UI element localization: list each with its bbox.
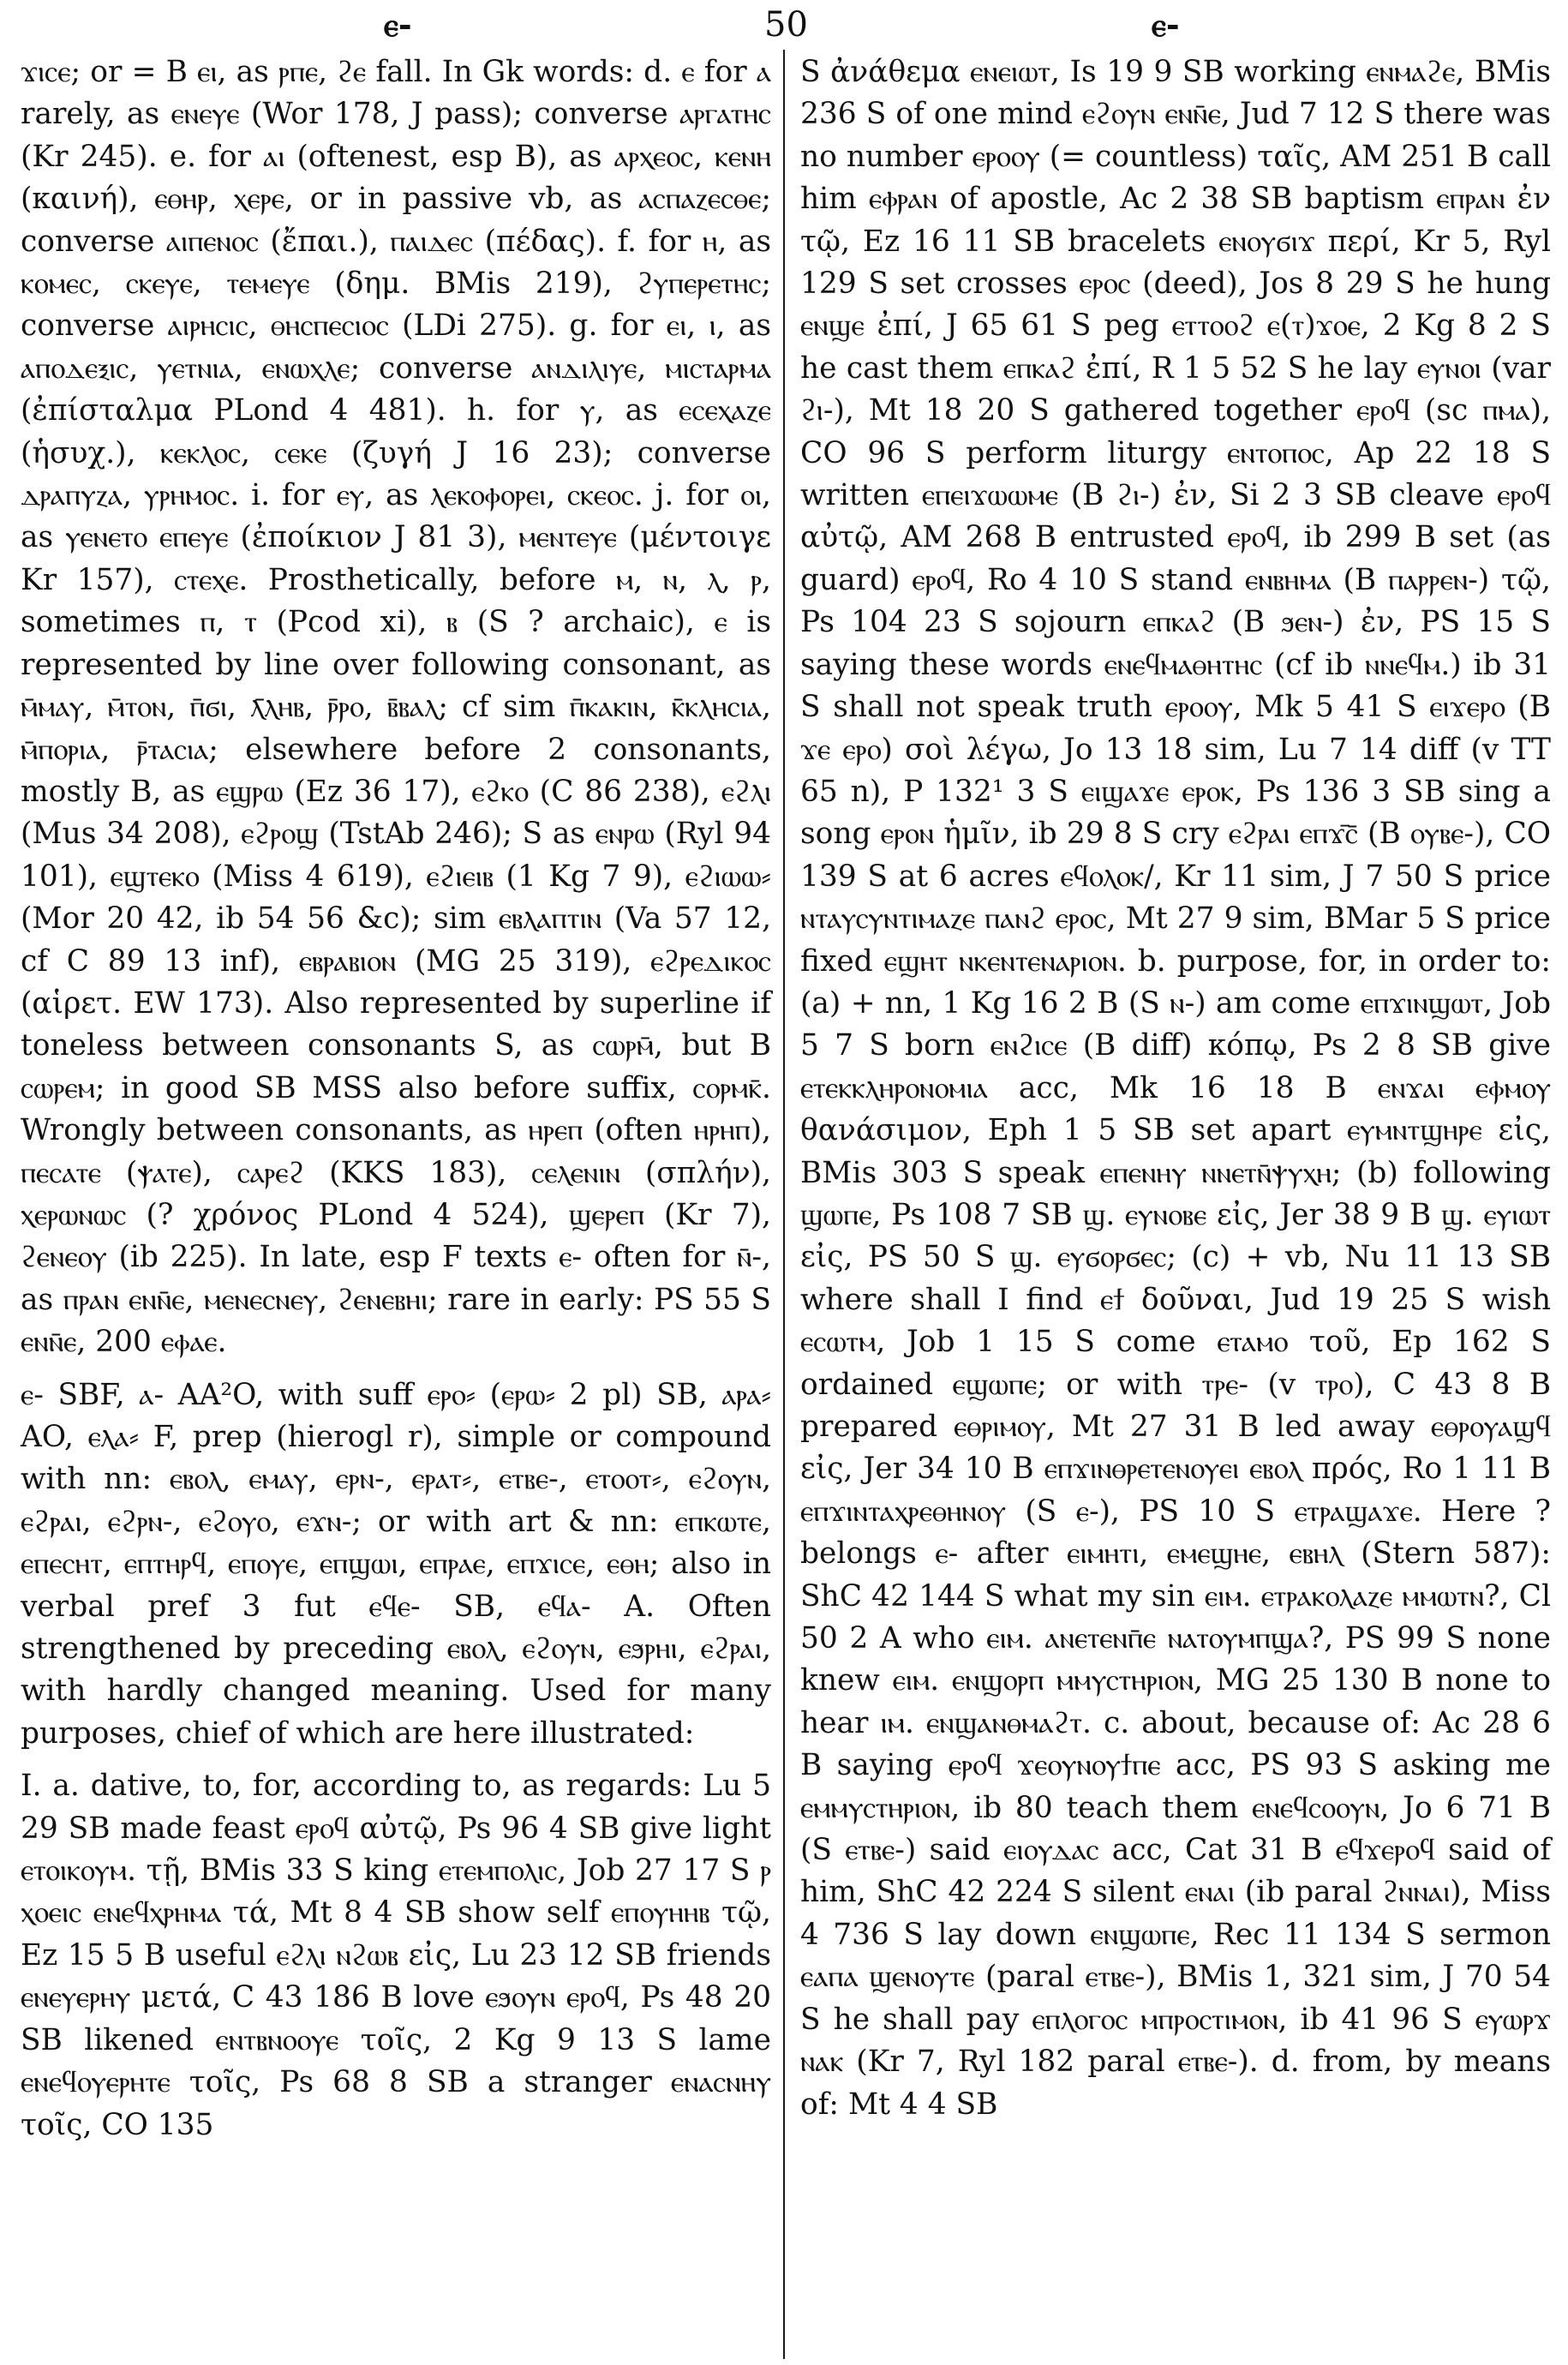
left-column: [21, 51, 771, 2146]
entry-continuation-paragraph: ϫⲓⲥⲉ; or = B ⲉⲓ, as ⲣⲡⲉ, ϩⲉ fall. In Gk words: d. ⲉ for ⲁ rarely, as ⲉⲛⲉⲩⲉ (Wor 178, J pass); converse ⲁⲣⲅⲁⲧⲏⲥ (Kr 245). e. for ⲁⲓ (oftenest, esp B), as ⲁⲣⲭⲉⲟⲥ, ⲕⲉⲛⲏ (καινή), ⲉⲑⲏⲣ, ⲭⲉⲣⲉ, or in passive vb, as ⲁⲥⲡⲁⲍⲉⲥⲑⲉ; converse ⲁⲓⲡⲉⲛⲟⲥ (ἔπαι.), ⲡⲁⲓⲇⲉⲥ (πέδας). f. for ⲏ, as ⲕⲟⲙⲉⲥ, ⲥⲕⲉⲩⲉ, ⲧⲉⲙⲉⲩⲉ (δημ. BMis 219), ϩⲩⲡⲉⲣⲉⲧⲏⲥ; converse ⲁⲓⲣⲏⲥⲓⲥ, ⲑⲏⲥⲡⲉⲥⲓⲟⲥ (LDi 275). g. for ⲉⲓ, ⲓ, as ⲁⲡⲟⲇⲉⲝⲓⲥ, ⲩⲉⲧⲛⲓⲁ, ⲉⲛⲱⲭⲗⲉ; converse ⲁⲛⲇⲓⲗⲓⲩⲉ, ⲙⲓⲥⲧⲁⲣⲙⲁ (ἐπίσταλμα PLond 4 481). h. for ⲩ, as ⲉⲥⲉⲭⲁⲍⲉ (ἡσυχ.), ⲕⲉⲕⲗⲟⲥ, ⲥⲉⲕⲉ (ζυγή J 16 23); converse ⲇⲣⲁⲡⲩⲍⲁ, ⲩⲣⲏⲙⲟⲥ. i. for ⲉⲩ, as ⲗⲉⲕⲟⲫⲟⲣⲉⲓ, ⲥⲕⲉⲟⲥ. j. for ⲟⲓ, as ⲩⲉⲛⲉⲧⲟ ⲉⲡⲉⲩⲉ (ἐποίκιον J 81 3), ⲙⲉⲛⲧⲉⲩⲉ (μέντοιγε Kr 157), ⲥⲧⲉⲭⲉ. Prosthetically, before ⲙ, ⲛ, ⲗ, ⲣ, sometimes ⲡ, ⲧ (Pcod xi), ⲃ (S ? archaic), ⲉ is represented by line over following consonant, as ⲙ̄ⲙⲁⲩ, ⲙ̄ⲧⲟⲛ, ⲡ̄ϭⲓ, ⲗ̄ⲗⲏⲃ, ⲣ̄ⲣⲟ, ⲃ̄ⲃⲁⲗ; cf sim ⲡ̄ⲕⲁⲕⲓⲛ, ⲕ̄ⲕⲗⲏⲥⲓⲁ, ⲙ̄ⲡⲟⲣⲓⲁ, ⲣ̄ⲧⲁⲥⲓⲁ; elsewhere before 2 consonants, mostly B, as ⲉϣⲣⲱ (Ez 36 17), ⲉϩⲕⲟ (C 86 238), ⲉϩⲗⲓ (Mus 34 208), ⲉϩⲣⲟϣ (TstAb 246); S as ⲉⲛⲣⲱ (Ryl 94 101), ⲉϣⲧⲉⲕⲟ (Miss 4 619), ⲉϩⲓⲉⲓⲃ (1 Kg 7 9), ⲉϩⲓⲱⲱ⸗ (Mor 20 42, ib 54 56 &c); sim ⲉⲃⲗⲁⲡⲧⲓⲛ (Va 57 12, cf C 89 13 inf), ⲉⲃⲣⲁⲃⲓⲟⲛ (MG 25 319), ⲉϩⲣⲉⲇⲓⲕⲟⲥ (αἱρετ. EW 173). Also represented by superline if toneless between consonants S, as ⲥⲱⲣⲙ̄, but B ⲥⲱⲣⲉⲙ; in good SB MSS also before suffix, ⲥⲟⲣⲙⲕ̄. Wrongly between consonants, as ⲏⲣⲉⲡ (often ⲏⲣⲏⲡ), ⲡⲉⲥⲁⲧⲉ (ⲯⲁⲧⲉ), ⲥⲁⲣⲉϩ (KKS 183), ⲥⲉⲗⲉⲛⲓⲛ (σπλήν), ⲭⲉⲣⲱⲛⲱⲥ (? χρόνος PLond 4 524), ϣⲉⲣⲉⲡ (Kr 7), ϩⲉⲛⲉⲟⲩ (ib 225). In late, esp F texts ⲉ- often for ⲛ̄-, as ⲡⲣⲁⲛ ⲉⲛⲛ̄ⲉ, ⲙⲉⲛⲉⲥⲛⲉⲩ, ϩⲉⲛⲉⲃⲏⲓ; rare in early: PS 55 S ⲉⲛⲛ̄ⲉ, 200 ⲉⲫⲁⲉ.: [21, 55, 771, 1360]
right-column: [800, 51, 1551, 2126]
page-number: 50: [764, 5, 808, 45]
right-running-head: ⲉ-: [1152, 5, 1180, 44]
sense-I-a-dative-paragraph: I. a. dative, to, for, according to, as regards: Lu 5 29 SB made feast ⲉⲣⲟϥ αὐτῷ, Ps 96 4 SB give light ⲉⲧⲟⲓⲕⲟⲩⲙ. τῇ, BMis 33 S king ⲉⲧⲉⲙⲡⲟⲗⲓⲥ, Job 27 17 S ⲣ ⲭⲟⲉⲓⲥ ⲉⲛⲉϥⲭⲣⲏⲙⲁ τά, Mt 8 4 SB show self ⲉⲡⲟⲩⲏⲏⲃ τῷ, Ez 15 5 B useful ⲉϩⲗⲓ ⲛϩⲱⲃ εἰς, Lu 23 12 SB friends ⲉⲛⲉⲩⲉⲣⲏⲩ μετά, C 43 186 B love ⲉϧⲟⲩⲛ ⲉⲣⲟϥ, Ps 48 20 SB likened ⲉⲛⲧⲃⲛⲟⲟⲩⲉ τοῖς, 2 Kg 9 13 S lame ⲉⲛⲉϥⲟⲩⲉⲣⲏⲧⲉ τοῖς, Ps 68 8 SB a stranger ⲉⲛⲁⲥⲛⲏⲩ τοῖς, CO 135: [21, 1769, 771, 2142]
entry-e-preposition-paragraph: ⲉ- SBF, ⲁ- AA²O, with suff ⲉⲣⲟ⸗ (ⲉⲣⲱ⸗ 2 pl) SB, ⲁⲣⲁ⸗ AO, ⲉⲗⲁ⸗ F, prep (hierogl r), simple or compound with nn: ⲉⲃⲟⲗ, ⲉⲙⲁⲩ, ⲉⲣⲛ-, ⲉⲣⲁⲧ⸗, ⲉⲧⲃⲉ-, ⲉⲧⲟⲟⲧ⸗, ⲉϩⲟⲩⲛ, ⲉϩⲣⲁⲓ, ⲉϩⲣⲛ-, ⲉϩⲟⲩⲟ, ⲉϫⲛ-; or with art & nn: ⲉⲡⲕⲱⲧⲉ, ⲉⲡⲉⲥⲏⲧ, ⲉⲡⲧⲏⲣϥ, ⲉⲡⲟⲩⲉ, ⲉⲡϣⲱⲓ, ⲉⲡⲣⲁⲉ, ⲉⲡϫⲓⲥⲉ, ⲉⲑⲏ; also in verbal pref 3 fut ⲉϥⲉ- SB, ⲉϥⲁ- A. Often strengthened by preceding ⲉⲃⲟⲗ, ⲉϩⲟⲩⲛ, ⲉϧⲣⲏⲓ, ⲉϩⲣⲁⲓ, with hardly changed meaning. Used for many purposes, chief of which are here illustrated:: [21, 1377, 771, 1751]
column-divider: [783, 50, 785, 2359]
left-running-head: ⲉ-: [384, 5, 412, 44]
sense-continuation-paragraph: S ἀνάθεμα ⲉⲛⲉⲓⲱⲧ, Is 19 9 SB working ⲉⲛⲙⲁϩⲉ, BMis 236 S of one mind ⲉϩⲟⲩⲛ ⲉⲛⲛ̄ⲉ, Jud 7 12 S there was no number ⲉⲣⲟⲟⲩ (= countless) ταῖς, AM 251 B call him ⲉⲫⲣⲁⲛ of apostle, Ac 2 38 SB baptism ⲉⲡⲣⲁⲛ ἐν τῷ, Ez 16 11 SB bracelets ⲉⲛⲟⲩϭⲓϫ περί, Kr 5, Ryl 129 S set crosses ⲉⲣⲟⲥ (deed), Jos 8 29 S he hung ⲉⲛϣⲉ ἐπί, J 65 61 S peg ⲉⲧⲧⲟⲟϩ ⲉ(ⲧ)ϫⲟⲉ, 2 Kg 8 2 S he cast them ⲉⲡⲕⲁϩ ἐπί, R 1 5 52 S he lay ⲉⲩⲛⲟⲓ (var ϩⲓ-), Mt 18 20 S gathered together ⲉⲣⲟϥ (sc ⲡⲙⲁ), CO 96 S perform liturgy ⲉⲛⲧⲟⲡⲟⲥ, Ap 22 18 S written ⲉⲡⲉⲓϫⲱⲱⲙⲉ (B ϩⲓ-) ἐν, Si 2 3 SB cleave ⲉⲣⲟϥ αὐτῷ, AM 268 B entrusted ⲉⲣⲟϥ, ib 299 B set (as guard) ⲉⲣⲟϥ, Ro 4 10 S stand ⲉⲛⲃⲏⲙⲁ (B ⲡⲁⲣⲣⲉⲛ-) τῷ, Ps 104 23 S sojourn ⲉⲡⲕⲁϩ (B ϧⲉⲛ-) ἐν, PS 15 S saying these words ⲉⲛⲉϥⲙⲁⲑⲏⲧⲏⲥ (cf ib ⲛⲛⲉϥⲙ.) ib 31 S shall not speak truth ⲉⲣⲟⲟⲩ, Mk 5 41 S ⲉⲓϫⲉⲣⲟ (B ϫⲉ ⲉⲣⲟ) σοὶ λέγω, Jo 13 18 sim, Lu 7 14 diff (v TT 65 n), P 132¹ 3 S ⲉⲓϣⲁϫⲉ ⲉⲣⲟⲕ, Ps 136 3 SB sing a song ⲉⲣⲟⲛ ἡμῖν, ib 29 8 S cry ⲉϩⲣⲁⲓ ⲉⲡϫ̄ⲥ̄ (B ⲟⲩⲃⲉ-), CO 139 S at 6 acres ⲉϥⲟⲗⲟⲕ/, Kr 11 sim, J 7 50 S price ⲛⲧⲁⲩⲥⲩⲛⲧⲓⲙⲁⲍⲉ ⲡⲁⲛϩ ⲉⲣⲟⲥ, Mt 27 9 sim, BMar 5 S price fixed ⲉϣⲏⲧ ⲛⲕⲉⲛⲧⲉⲛⲁⲣⲓⲟⲛ. b. purpose, for, in order to: (a) + nn, 1 Kg 16 2 B (S ⲛ-) am come ⲉⲡϫⲓⲛϣⲱⲧ, Job 5 7 S born ⲉⲛϩⲓⲥⲉ (B diff) κόπῳ, Ps 2 8 SB give ⲉⲧⲉⲕⲕⲗⲏⲣⲟⲛⲟⲙⲓⲁ acc, Mk 16 18 B ⲉⲛϫⲁⲓ ⲉⲫⲙⲟⲩ θανάσιμον, Eph 1 5 SB set apart ⲉⲩⲙⲛⲧϣⲏⲣⲉ εἰς, BMis 303 S speak ⲉⲡⲉⲛⲏⲩ ⲛⲛⲉⲧⲛ̄ⲯⲩⲭⲏ; (b) following ϣⲱⲡⲉ, Ps 108 7 SB ϣ. ⲉⲩⲛⲟⲃⲉ εἰς, Jer 38 9 B ϣ. ⲉⲩⲓⲱⲧ εἰς, PS 50 S ϣ. ⲉⲩϭⲟⲣϭⲉⲥ; (c) + vb, Nu 11 13 SB where shall I find ⲉϯ δοῦναι, Jud 19 25 S wish ⲉⲥⲱⲧⲙ, Job 1 15 S come ⲉⲧⲁⲙⲟ τοῦ, Ep 162 S ordained ⲉϣⲱⲡⲉ; or with ⲧⲣⲉ- (v ⲧⲣⲟ), C 43 8 B prepared ⲉⲑⲣⲓⲙⲟⲩ, Mt 27 31 B led away ⲉⲑⲣⲟⲩⲁϣϥ εἰς, Jer 34 10 B ⲉⲡϫⲓⲛⲑⲣⲉⲧⲉⲛⲟⲩⲉⲓ ⲉⲃⲟⲗ πρός, Ro 1 11 B ⲉⲡϫⲓⲛⲧⲁⲭⲣⲉⲑⲏⲛⲟⲩ (S ⲉ-), PS 10 S ⲉⲧⲣⲁϣⲁϫⲉ. Here ? belongs ⲉ- after ⲉⲓⲙⲏⲧⲓ, ⲉⲙⲉϣⲏⲉ, ⲉⲃⲏⲗ (Stern 587): ShC 42 144 S what my sin ⲉⲓⲙ. ⲉⲧⲣⲁⲕⲟⲗⲁⲍⲉ ⲙⲙⲱⲧⲛ?, Cl 50 2 A who ⲉⲓⲙ. ⲁⲛⲉⲧⲉⲛⲡ̄ⲉ ⲛⲁⲧⲟⲩⲙⲡϣⲁ?, PS 99 S none knew ⲉⲓⲙ. ⲉⲛϣⲟⲣⲡ ⲙⲙⲩⲥⲧⲏⲣⲓⲟⲛ, MG 25 130 B none to hear ⲓⲙ. ⲉⲛϣⲁⲛⲑⲙⲁϩⲧ. c. about, because of: Ac 28 6 B saying ⲉⲣⲟϥ ϫⲉⲟⲩⲛⲟⲩϯⲡⲉ acc, PS 93 S asking me ⲉⲙⲙⲩⲥⲧⲏⲣⲓⲟⲛ, ib 80 teach them ⲉⲛⲉϥⲥⲟⲟⲩⲛ, Jo 6 71 B (S ⲉⲧⲃⲉ-) said ⲉⲓⲟⲩⲇⲁⲥ acc, Cat 31 B ⲉϥϫⲉⲣⲟϥ said of him, ShC 42 224 S silent ⲉⲛⲁⲓ (ib paral ϩⲛⲛⲁⲓ), Miss 4 736 S lay down ⲉⲛϣⲱⲡⲉ, Rec 11 134 S sermon ⲉⲁⲡⲁ ϣⲉⲛⲟⲩⲧⲉ (paral ⲉⲧⲃⲉ-), BMis 1, 321 sim, J 70 54 S he shall pay ⲉⲡⲗⲟⲅⲟⲥ ⲙⲡⲣⲟⲥⲧⲓⲙⲟⲛ, ib 41 96 S ⲉⲩⲱⲣϫ ⲛⲁⲕ (Kr 7, Ryl 182 paral ⲉⲧⲃⲉ-). d. from, by means of: Mt 4 4 SB: [800, 55, 1551, 2122]
